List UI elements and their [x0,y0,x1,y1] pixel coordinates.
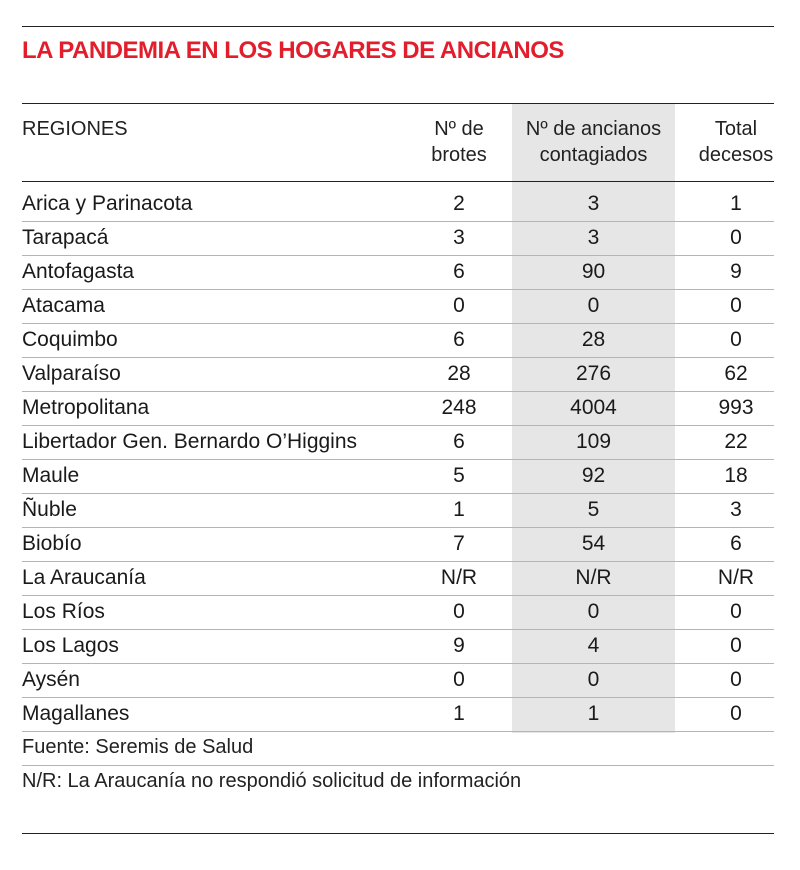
cell-brotes: 0 [453,668,465,691]
cell-contagiados: 54 [581,532,606,555]
cell-region: Maule [22,464,80,487]
cell-contagiados: N/R [575,566,612,589]
table-row [22,459,774,493]
cell-contagiados: 0 [587,294,600,317]
cell-decesos: 0 [730,294,742,317]
cell-brotes: 6 [453,328,465,351]
cell-contagiados: 3 [587,192,600,215]
cell-region: Biobío [22,532,82,555]
cell-decesos: 3 [730,498,742,521]
cell-region: Metropolitana [22,396,150,419]
column-header-contagiados [512,116,675,168]
table-row [22,493,774,527]
cell-contagiados: 1 [587,702,600,725]
table-row [22,561,774,595]
cell-decesos: 6 [730,532,742,555]
cell-region: Aysén [22,668,80,691]
cell-decesos: 0 [730,634,742,657]
cell-brotes: 248 [441,396,477,419]
cell-contagiados: 92 [581,464,606,487]
cell-brotes: 2 [453,192,465,215]
cell-contagiados: 4 [587,634,600,657]
column-header-brotes-line2: brotes [431,144,487,166]
cell-decesos: 993 [718,396,754,419]
cell-decesos: 1 [730,192,742,215]
cell-brotes: 3 [453,226,465,249]
cell-brotes: 28 [447,362,471,385]
cell-brotes: 9 [453,634,465,657]
cell-region: Arica y Parinacota [22,192,193,215]
column-header-decesos [678,116,794,168]
cell-brotes: 1 [453,702,465,725]
chart-title: LA PANDEMIA EN LOS HOGARES DE ANCIANOS [22,37,564,64]
cell-decesos: 62 [724,362,748,385]
column-header-brotes [415,116,503,168]
table-row [22,357,774,391]
cell-decesos: 22 [724,430,748,453]
cell-region: Coquimbo [22,328,118,351]
cell-region: Libertador Gen. Bernardo O’Higgins [22,430,358,453]
cell-decesos: 0 [730,226,742,249]
cell-region: Los Lagos [22,634,119,657]
cell-contagiados: 3 [587,226,600,249]
table-body [22,187,774,731]
nr-footnote: N/R: La Araucanía no respondió solicitud de información [22,770,522,792]
cell-contagiados: 90 [581,260,606,283]
column-header-rule [22,181,774,182]
table-row [22,323,774,357]
cell-decesos: N/R [717,566,755,589]
cell-contagiados: 0 [587,600,600,623]
cell-brotes: 1 [453,498,465,521]
cell-contagiados: 5 [587,498,600,521]
table-row [22,425,774,459]
cell-region: Antofagasta [22,260,135,283]
column-header-contagiados-line2: contagiados [539,144,648,166]
table-row [22,391,774,425]
source-note: Fuente: Seremis de Salud [22,736,254,758]
cell-decesos: 18 [724,464,748,487]
column-header-decesos-line2: decesos [698,144,774,166]
table-row [22,187,774,221]
cell-region: Valparaíso [22,362,121,385]
bottom-rule [22,833,774,834]
cell-decesos: 0 [730,328,742,351]
column-header-contagiados-line1: Nº de ancianos [525,118,662,140]
table-row [22,663,774,697]
top-rule [22,26,774,27]
table-row [22,221,774,255]
cell-contagiados: 0 [587,668,600,691]
cell-decesos: 0 [730,600,742,623]
cell-contagiados: 109 [575,430,612,453]
cell-decesos: 0 [730,668,742,691]
cell-region: La Araucanía [22,566,146,589]
table-row [22,629,774,663]
cell-brotes: 6 [453,430,465,453]
cell-brotes: 0 [453,294,465,317]
table-row [22,595,774,629]
cell-region: Atacama [22,294,105,317]
cell-brotes: 0 [453,600,465,623]
cell-contagiados: 28 [581,328,606,351]
cell-contagiados: 4004 [570,396,617,419]
cell-contagiados: 276 [575,362,612,385]
cell-region: Magallanes [22,702,130,725]
cell-brotes: N/R [440,566,478,589]
cell-brotes: 6 [453,260,465,283]
table-row [22,255,774,289]
table-row [22,289,774,323]
cell-brotes: 5 [453,464,465,487]
cell-region: Los Ríos [22,600,105,623]
cell-decesos: 0 [730,702,742,725]
column-header-brotes-line1: Nº de [434,118,484,140]
cell-region: Ñuble [22,498,77,521]
cell-brotes: 7 [453,532,465,555]
table-row [22,527,774,561]
column-header-decesos-line1: Total [714,118,758,140]
column-header-regiones: REGIONES [22,118,128,140]
cell-region: Tarapacá [22,226,109,249]
table-row [22,697,774,731]
cell-decesos: 9 [730,260,742,283]
